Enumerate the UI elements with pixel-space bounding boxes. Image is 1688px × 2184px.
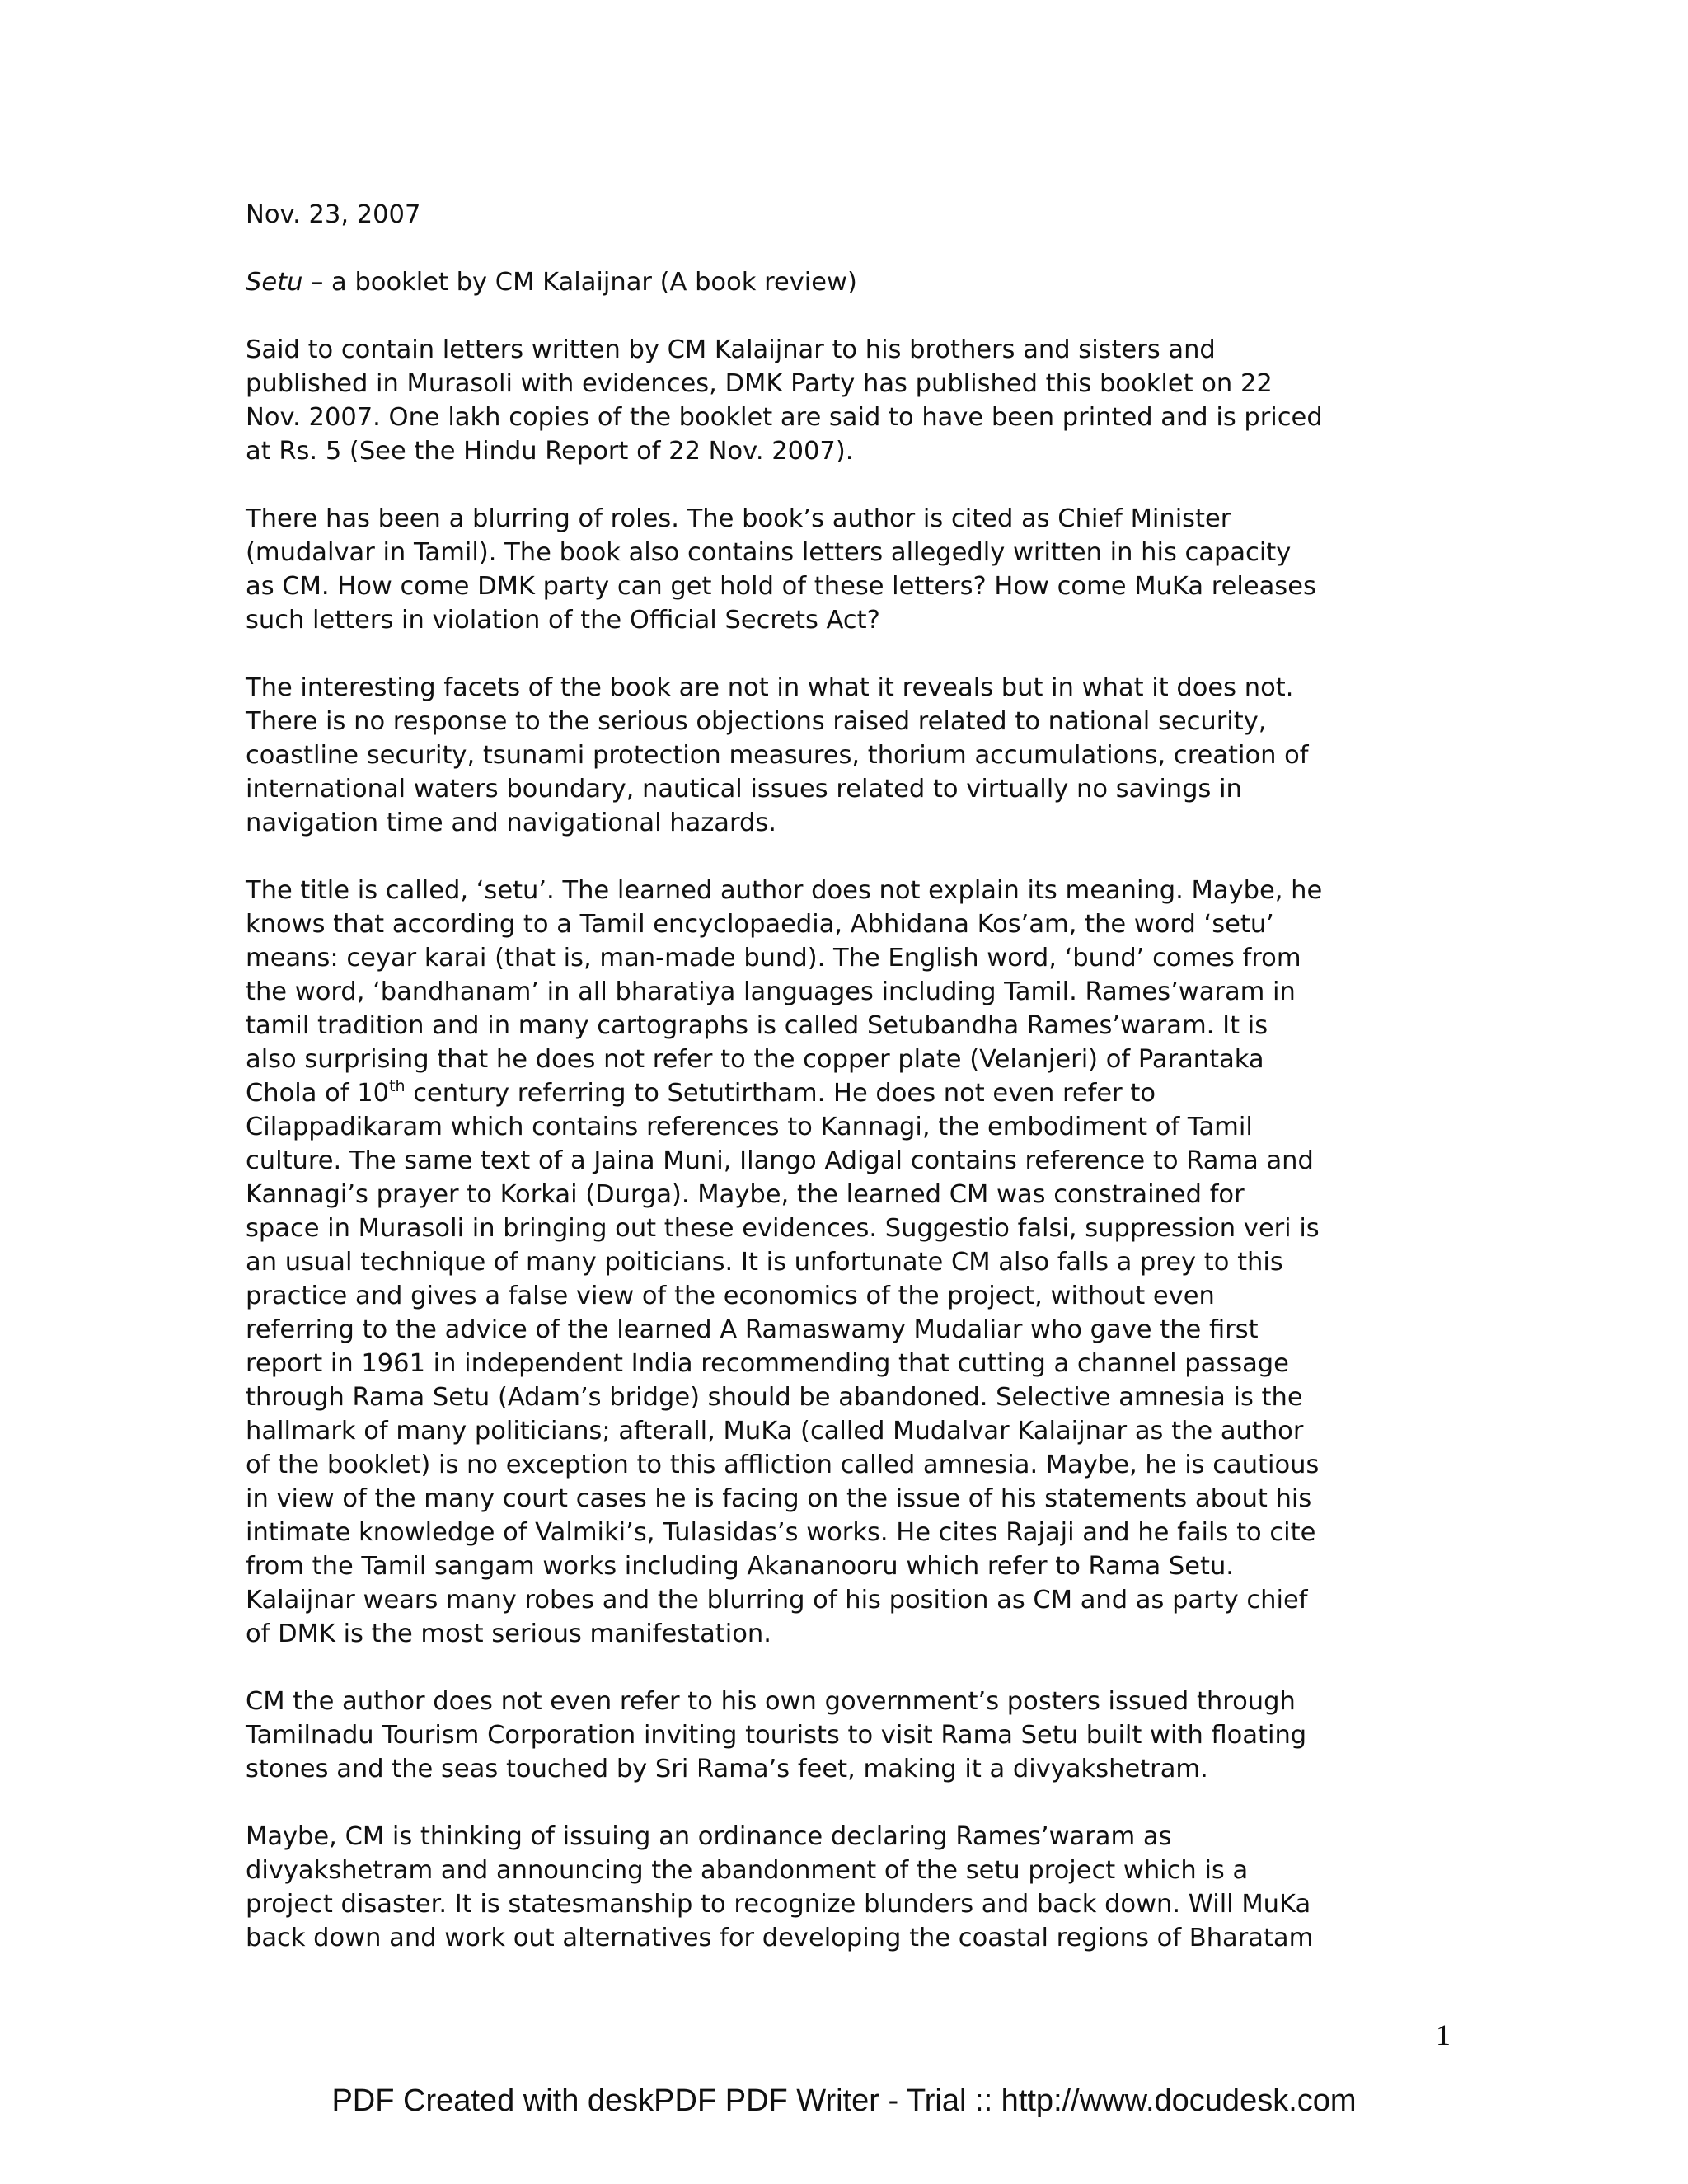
paragraph-facets [246, 671, 1449, 840]
text-line: in view of the many court cases he is facing on the issue of his statements about his [246, 1484, 1312, 1513]
text-line: back down and work out alternatives for developing the coastal regions of Bharatam [246, 1924, 1314, 1952]
text-line: practice and gives a false view of the economics of the project, without even [246, 1282, 1215, 1310]
text-line: (mudalvar in Tamil). The book also contains letters allegedly written in his capacity [246, 538, 1292, 567]
text-line: hallmark of many politicians; afterall, MuKa (called Mudalvar Kalaijnar as the author [246, 1417, 1304, 1446]
superscript: th [389, 1077, 406, 1095]
text-fragment: Chola of 10 [246, 1079, 390, 1108]
paragraph-intro [246, 333, 1449, 468]
text-line: culture. The same text of a Jaina Muni, Ilango Adigal contains reference to Rama and [246, 1146, 1314, 1175]
text-line: international waters boundary, nautical issues related to virtually no savings in [246, 775, 1242, 804]
text-line: through Rama Setu (Adam’s bridge) should be abandoned. Selective amnesia is the [246, 1383, 1303, 1412]
text-line: referring to the advice of the learned A Ramaswamy Mudaliar who gave the first [246, 1315, 1259, 1344]
text-line: Maybe, CM is thinking of issuing an ordinance declaring Rames’waram as [246, 1822, 1172, 1851]
title-subtitle: – a booklet by CM Kalaijnar (A book review) [302, 268, 857, 297]
text-line: means: ceyar karai (that is, man-made bund). The English word, ‘bund’ comes from [246, 944, 1301, 972]
text-line: at Rs. 5 (See the Hindu Report of 22 Nov. 2007). [246, 437, 854, 466]
text-line: such letters in violation of the Official Secrets Act? [246, 606, 880, 635]
text-line: coastline security, tsunami protection measures, thorium accumulations, creation of [246, 741, 1309, 770]
paragraph-title-meaning [246, 874, 1449, 1651]
text-line: of DMK is the most serious manifestation. [246, 1619, 771, 1648]
paragraph-ordinance [246, 1820, 1449, 1955]
text-line: tamil tradition and in many cartographs is called Setubandha Rames’waram. It is [246, 1011, 1268, 1040]
text-line: Cilappadikaram which contains references to Kannagi, the embodiment of Tamil [246, 1113, 1253, 1141]
text-line: report in 1961 in independent India recommending that cutting a channel passage [246, 1349, 1289, 1378]
text-line: There has been a blurring of roles. The book’s author is cited as Chief Minister [246, 504, 1231, 533]
text-line: knows that according to a Tamil encyclopaedia, Abhidana Kos’am, the word ‘setu’ [246, 910, 1274, 939]
text-line: Tamilnadu Tourism Corporation inviting tourists to visit Rama Setu built with floating [246, 1721, 1307, 1750]
text-fragment: century referring to Setutirtham. He does not even refer to [405, 1079, 1156, 1108]
text-line: The interesting facets of the book are not in what it reveals but in what it does not. [246, 673, 1294, 702]
text-line: navigation time and navigational hazards. [246, 808, 776, 837]
text-line-with-superscript [246, 1076, 1449, 1110]
text-line: project disaster. It is statesmanship to recognize blunders and back down. Will MuKa [246, 1890, 1311, 1919]
text-line: space in Murasoli in bringing out these evidences. Suggestio falsi, suppression veri is [246, 1214, 1320, 1243]
text-line: also surprising that he does not refer to the copper plate (Velanjeri) of Parantaka [246, 1045, 1264, 1074]
text-line: Nov. 2007. One lakh copies of the booklet are said to have been printed and is priced [246, 403, 1323, 432]
text-line: stones and the seas touched by Sri Rama’s feet, making it a divyakshetram. [246, 1755, 1208, 1783]
text-line: There is no response to the serious objections raised related to national security, [246, 707, 1267, 736]
text-line: intimate knowledge of Valmiki’s, Tulasidas’s works. He cites Rajaji and he fails to cite [246, 1518, 1316, 1547]
text-line: divyakshetram and announcing the abandonment of the setu project which is a [246, 1856, 1249, 1885]
text-line: as CM. How come DMK party can get hold of these letters? How come MuKa releases [246, 572, 1316, 601]
paragraph-roles [246, 502, 1449, 637]
text-line: the word, ‘bandhanam’ in all bharatiya languages including Tamil. Rames’waram in [246, 977, 1296, 1006]
document-body [246, 198, 1449, 1955]
text-line: from the Tamil sangam works including Akananooru which refer to Rama Setu. [246, 1552, 1234, 1581]
text-line: The title is called, ‘setu’. The learned author does not explain its meaning. Maybe, he [246, 876, 1323, 905]
pdf-watermark-footer: PDF Created with deskPDF PDF Writer - Trial :: http://www.docudesk.com [331, 2083, 1357, 2118]
text-line: CM the author does not even refer to his own government’s posters issued through [246, 1687, 1296, 1716]
document-date: Nov. 23, 2007 [246, 200, 421, 229]
page-number: 1 [1436, 2018, 1451, 2051]
text-line: an usual technique of many poiticians. It is unfortunate CM also falls a prey to this [246, 1248, 1283, 1277]
text-line: Kalaijnar wears many robes and the blurring of his position as CM and as party chief [246, 1586, 1308, 1615]
text-line: published in Murasoli with evidences, DMK Party has published this booklet on 22 [246, 369, 1273, 398]
text-line: Kannagi’s prayer to Korkai (Durga). Maybe, the learned CM was constrained for [246, 1180, 1245, 1209]
text-line: of the booklet) is no exception to this affliction called amnesia. Maybe, he is cautious [246, 1451, 1320, 1479]
title-italic-word: Setu [246, 268, 303, 297]
document-title [246, 265, 1449, 299]
text-line: Said to contain letters written by CM Kalaijnar to his brothers and sisters and [246, 335, 1216, 364]
paragraph-posters [246, 1685, 1449, 1786]
